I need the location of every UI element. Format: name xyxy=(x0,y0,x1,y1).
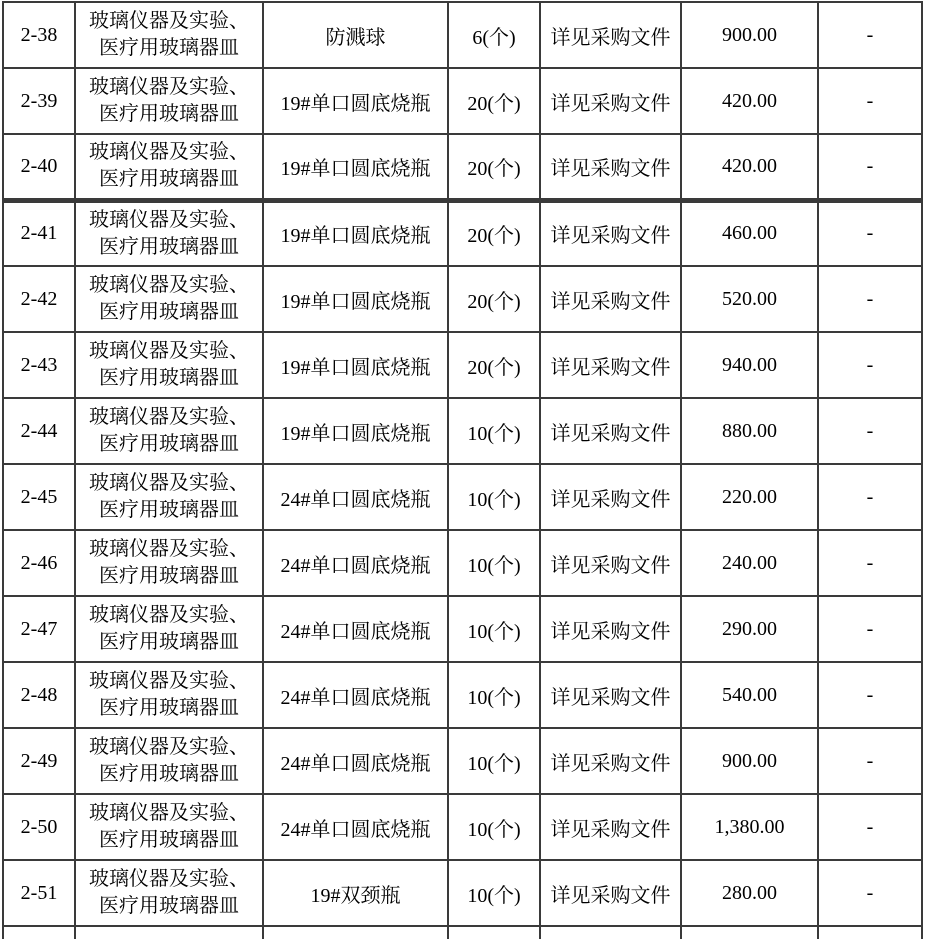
item-no-cell xyxy=(3,926,75,939)
category-line-2: 医疗用玻璃器皿 xyxy=(99,168,239,191)
table-row xyxy=(3,728,922,794)
spec-cell: 详见采购文件 xyxy=(540,134,681,200)
item-name-cell: 24#单口圆底烧瓶 xyxy=(263,530,448,596)
item-name-cell: 24#单口圆底烧瓶 xyxy=(263,464,448,530)
remark-cell: - xyxy=(818,266,922,332)
item-name-cell: 19#双颈瓶 xyxy=(263,860,448,926)
category-line-1: 玻璃仪器及实验、 xyxy=(89,736,249,758)
item-no-cell: 2-42 xyxy=(3,266,75,332)
remark-cell: - xyxy=(818,464,922,530)
category-line-2: 医疗用玻璃器皿 xyxy=(99,763,239,785)
item-name-cell: 19#单口圆底烧瓶 xyxy=(263,68,448,134)
item-name-cell: 19#单口圆底烧瓶 xyxy=(263,266,448,332)
quantity-cell: 10(个) xyxy=(448,728,540,794)
price-cell: 900.00 xyxy=(681,728,818,794)
item-no-cell: 2-38 xyxy=(3,2,75,68)
category-line-1: 玻璃仪器及实验、 xyxy=(89,472,249,494)
price-cell: 540.00 xyxy=(681,662,818,728)
category-cell xyxy=(75,860,263,926)
price-cell: 520.00 xyxy=(681,266,818,332)
spec-cell: 详见采购文件 xyxy=(540,728,681,794)
item-no-cell: 2-44 xyxy=(3,398,75,464)
table-row xyxy=(3,332,922,398)
item-name-cell: 24#单口圆底烧瓶 xyxy=(263,728,448,794)
category-line-1: 玻璃仪器及实验、 xyxy=(89,406,249,428)
spec-cell: 详见采购文件 xyxy=(540,464,681,530)
spec-cell: 详见采购文件 xyxy=(540,200,681,266)
category-line-1: 玻璃仪器及实验、 xyxy=(89,604,249,626)
price-cell: 420.00 xyxy=(681,134,818,200)
item-name-cell: 19#单口圆底烧瓶 xyxy=(263,134,448,200)
table-row xyxy=(3,200,922,266)
partial-next-row xyxy=(3,926,922,939)
table-row xyxy=(3,464,922,530)
price-cell: 220.00 xyxy=(681,464,818,530)
table-row xyxy=(3,662,922,728)
spec-cell: 详见采购文件 xyxy=(540,662,681,728)
category-cell xyxy=(75,332,263,398)
category-line-2: 医疗用玻璃器皿 xyxy=(99,433,239,455)
quantity-cell xyxy=(448,926,540,939)
category-cell xyxy=(75,200,263,266)
spec-cell xyxy=(540,926,681,939)
item-no-cell: 2-50 xyxy=(3,794,75,860)
table-row xyxy=(3,134,922,200)
item-no-cell: 2-48 xyxy=(3,662,75,728)
remark-cell: - xyxy=(818,200,922,266)
table-row xyxy=(3,68,922,134)
price-cell: 420.00 xyxy=(681,68,818,134)
category-line-1: 玻璃仪器及实验、 xyxy=(89,538,249,560)
spec-cell: 详见采购文件 xyxy=(540,860,681,926)
category-cell xyxy=(75,2,263,68)
category-line-1: 玻璃仪器及实验、 xyxy=(89,10,249,32)
category-line-1: 玻璃仪器及实验、 xyxy=(89,802,249,824)
item-no-cell: 2-49 xyxy=(3,728,75,794)
category-cell xyxy=(75,794,263,860)
category-line-2: 医疗用玻璃器皿 xyxy=(99,631,239,653)
item-name-cell: 24#单口圆底烧瓶 xyxy=(263,794,448,860)
quantity-cell: 10(个) xyxy=(448,464,540,530)
price-cell: 290.00 xyxy=(681,596,818,662)
price-cell: 1,380.00 xyxy=(681,794,818,860)
category-line-2: 医疗用玻璃器皿 xyxy=(99,895,239,917)
remark-cell: - xyxy=(818,728,922,794)
category-cell xyxy=(75,728,263,794)
item-name-cell: 24#单口圆底烧瓶 xyxy=(263,596,448,662)
spec-cell: 详见采购文件 xyxy=(540,332,681,398)
category-line-2: 医疗用玻璃器皿 xyxy=(99,697,239,719)
category-line-2: 医疗用玻璃器皿 xyxy=(99,565,239,587)
category-line-1: 玻璃仪器及实验、 xyxy=(89,76,249,98)
item-no-cell: 2-47 xyxy=(3,596,75,662)
item-no-cell: 2-43 xyxy=(3,332,75,398)
item-no-cell: 2-39 xyxy=(3,68,75,134)
quantity-cell: 20(个) xyxy=(448,134,540,200)
spec-cell: 详见采购文件 xyxy=(540,2,681,68)
remark-cell: - xyxy=(818,398,922,464)
category-cell xyxy=(75,134,263,200)
remark-cell: - xyxy=(818,860,922,926)
remark-cell: - xyxy=(818,68,922,134)
category-line-2: 医疗用玻璃器皿 xyxy=(99,235,239,258)
table-row xyxy=(3,398,922,464)
category-line-1: 玻璃仪器及实验、 xyxy=(89,340,249,362)
table-row xyxy=(3,266,922,332)
category-cell xyxy=(75,464,263,530)
quantity-cell: 20(个) xyxy=(448,266,540,332)
quantity-cell: 10(个) xyxy=(448,398,540,464)
category-line-2: 医疗用玻璃器皿 xyxy=(99,37,239,59)
category-line-2: 医疗用玻璃器皿 xyxy=(99,829,239,851)
item-name-cell: 24#单口圆底烧瓶 xyxy=(263,662,448,728)
item-no-cell: 2-45 xyxy=(3,464,75,530)
item-no-cell: 2-40 xyxy=(3,134,75,200)
quantity-cell: 10(个) xyxy=(448,530,540,596)
table-row xyxy=(3,596,922,662)
table-row xyxy=(3,860,922,926)
remark-cell: - xyxy=(818,332,922,398)
item-name-cell: 19#单口圆底烧瓶 xyxy=(263,398,448,464)
table-row xyxy=(3,794,922,860)
price-cell: 280.00 xyxy=(681,860,818,926)
remark-cell: - xyxy=(818,134,922,200)
category-cell xyxy=(75,266,263,332)
category-line-1: 玻璃仪器及实验、 xyxy=(89,670,249,692)
remark-cell: - xyxy=(818,794,922,860)
table-row xyxy=(3,2,922,68)
item-name-cell: 19#单口圆底烧瓶 xyxy=(263,332,448,398)
price-cell: 460.00 xyxy=(681,200,818,266)
remark-cell: - xyxy=(818,596,922,662)
item-no-cell: 2-46 xyxy=(3,530,75,596)
price-cell: 880.00 xyxy=(681,398,818,464)
spec-cell: 详见采购文件 xyxy=(540,530,681,596)
category-cell xyxy=(75,530,263,596)
quantity-cell: 10(个) xyxy=(448,794,540,860)
quantity-cell: 20(个) xyxy=(448,68,540,134)
category-cell xyxy=(75,68,263,134)
category-cell xyxy=(75,398,263,464)
quantity-cell: 10(个) xyxy=(448,596,540,662)
price-cell: 900.00 xyxy=(681,2,818,68)
category-line-2: 医疗用玻璃器皿 xyxy=(99,301,239,323)
category-cell xyxy=(75,596,263,662)
category-line-1: 玻璃仪器及实验、 xyxy=(89,274,249,296)
spec-cell: 详见采购文件 xyxy=(540,398,681,464)
price-cell xyxy=(681,926,818,939)
category-line-2: 医疗用玻璃器皿 xyxy=(99,367,239,389)
quantity-cell: 10(个) xyxy=(448,662,540,728)
remark-cell: - xyxy=(818,662,922,728)
price-cell: 240.00 xyxy=(681,530,818,596)
category-line-2: 医疗用玻璃器皿 xyxy=(99,499,239,521)
remark-cell: - xyxy=(818,530,922,596)
item-no-cell: 2-41 xyxy=(3,200,75,266)
category-line-2: 医疗用玻璃器皿 xyxy=(99,103,239,125)
quantity-cell: 20(个) xyxy=(448,200,540,266)
quantity-cell: 20(个) xyxy=(448,332,540,398)
item-name-cell xyxy=(263,926,448,939)
item-name-cell: 19#单口圆底烧瓶 xyxy=(263,200,448,266)
procurement-items-table xyxy=(2,1,923,939)
spec-cell: 详见采购文件 xyxy=(540,596,681,662)
spec-cell: 详见采购文件 xyxy=(540,68,681,134)
item-name-cell: 防溅球 xyxy=(263,2,448,68)
category-cell xyxy=(75,926,263,939)
category-cell xyxy=(75,662,263,728)
remark-cell xyxy=(818,926,922,939)
remark-cell: - xyxy=(818,2,922,68)
table-row xyxy=(3,530,922,596)
category-line-1: 玻璃仪器及实验、 xyxy=(89,141,249,164)
quantity-cell: 6(个) xyxy=(448,2,540,68)
item-no-cell: 2-51 xyxy=(3,860,75,926)
quantity-cell: 10(个) xyxy=(448,860,540,926)
price-cell: 940.00 xyxy=(681,332,818,398)
category-line-1: 玻璃仪器及实验、 xyxy=(89,208,249,231)
spec-cell: 详见采购文件 xyxy=(540,794,681,860)
category-line-1: 玻璃仪器及实验、 xyxy=(89,868,249,890)
spec-cell: 详见采购文件 xyxy=(540,266,681,332)
